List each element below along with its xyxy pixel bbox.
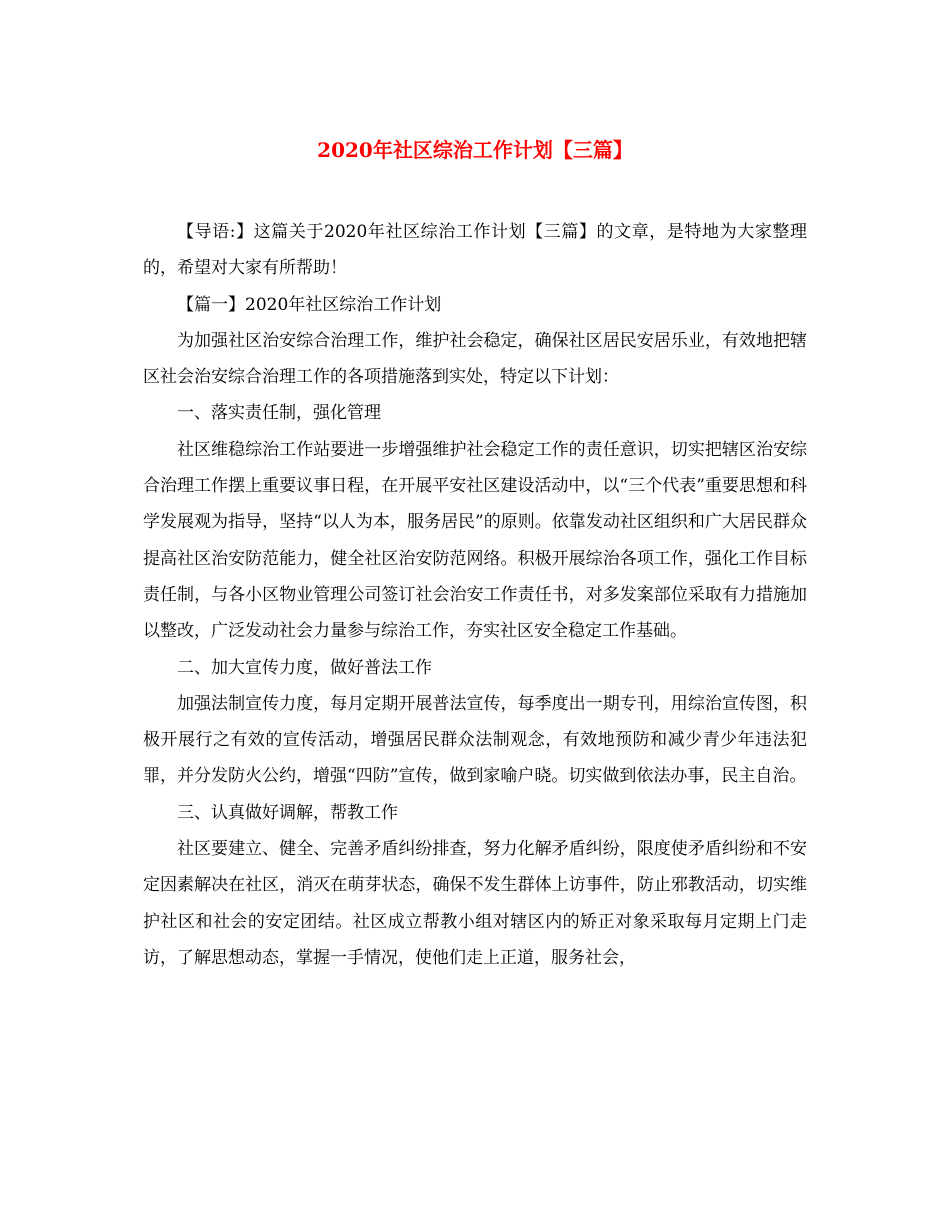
body-paragraph: 加强法制宣传力度，每月定期开展普法宣传，每季度出一期专刊，用综治宣传图，积极开展行之有效的宣传活动，增强居民群众法制观念，有效地预防和减少青少年违法犯罪，并分发防火公约，增强“四防”宣传，做到家喻户晓。切实做到依法办事，民主自治。 xyxy=(143,693,807,787)
intro-paragraph: 【导语:】这篇关于2020年社区综治工作计划【三篇】的文章，是特地为大家整理的，希望对大家有所帮助！ xyxy=(143,222,807,279)
document-body xyxy=(143,214,807,976)
subheading-two: 二、加大宣传力度，做好普法工作 xyxy=(177,657,432,678)
section-heading-part-one: 【篇一】2020年社区综治工作计划 xyxy=(177,294,442,315)
body-paragraph: 社区要建立、健全、完善矛盾纠纷排查，努力化解矛盾纠纷，限度使矛盾纠纷和不安定因素解决在社区，消灭在萌芽状态，确保不发生群体上访事件，防止邪教活动，切实维护社区和社会的安定团结。社区成立帮教小组对辖区内的矫正对象采取每月定期上门走访，了解思想动态，掌握一手情况，使他们走上正道，服务社会， xyxy=(143,839,807,968)
body-paragraph: 社区维稳综治工作站要进一步增强维护社会稳定工作的责任意识，切实把辖区治安综合治理工作摆上重要议事日程，在开展平安社区建设活动中，以“三个代表”重要思想和科学发展观为指导，坚持“以人为本，服务居民”的原则。依靠发动社区组织和广大居民群众提高社区治安防范能力，健全社区治安防范网络。积极开展综治各项工作，强化工作目标责任制，与各小区物业管理公司签订社会治安工作责任书，对多发案部位采取有力措施加以整改，广泛发动社会力量参与综治工作，夯实社区安全稳定工作基础。 xyxy=(143,439,807,642)
subheading-one: 一、落实责任制，强化管理 xyxy=(177,403,381,424)
document-title: 2020年社区综治工作计划【三篇】 xyxy=(317,138,633,162)
subheading-three: 三、认真做好调解，帮教工作 xyxy=(177,802,398,823)
body-paragraph: 为加强社区治安综合治理工作，维护社会稳定，确保社区居民安居乐业，有效地把辖区社会治安综合治理工作的各项措施落到实处，特定以下计划： xyxy=(143,330,807,388)
